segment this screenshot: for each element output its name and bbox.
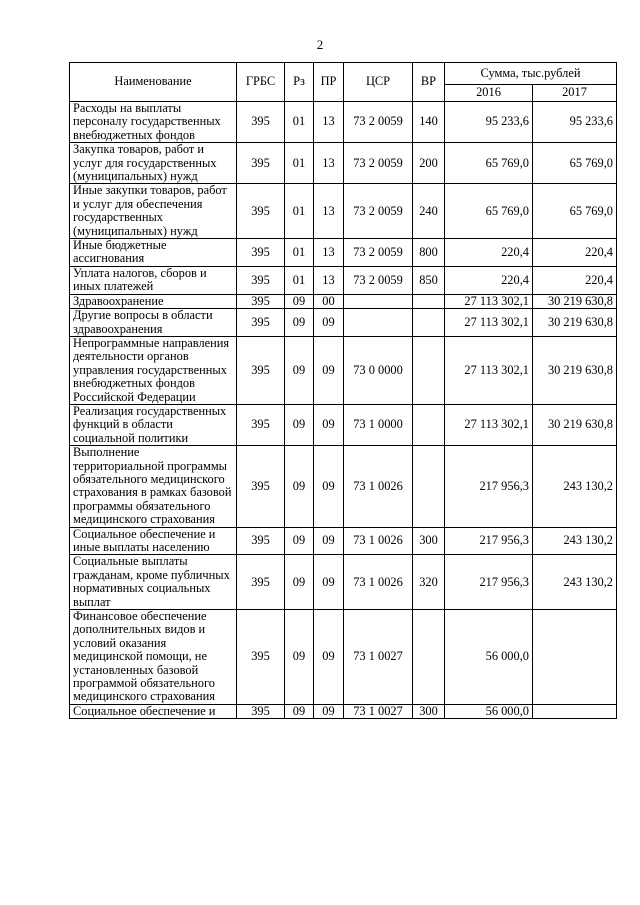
budget-table [69, 62, 617, 719]
table-row [70, 294, 617, 308]
cell-y2017: 30 219 630,8 [533, 309, 617, 337]
cell-rz: 09 [285, 527, 314, 555]
cell-grbs: 395 [237, 309, 285, 337]
table-row [70, 527, 617, 555]
cell-name: Закупка товаров, работ и услуг для государственных (муниципальных) нужд [70, 143, 237, 184]
cell-name: Социальные выплаты гражданам, кроме публичных нормативных социальных выплат [70, 555, 237, 610]
cell-name: Здравоохранение [70, 294, 237, 308]
cell-csr [344, 294, 413, 308]
table-row [70, 184, 617, 239]
table-row [70, 555, 617, 610]
cell-rz: 09 [285, 610, 314, 705]
header-rz: Рз [285, 63, 314, 102]
cell-y2017: 243 130,2 [533, 555, 617, 610]
cell-y2016: 27 113 302,1 [445, 404, 533, 445]
cell-y2017: 65 769,0 [533, 143, 617, 184]
cell-vr: 800 [413, 239, 445, 267]
header-pr: ПР [314, 63, 344, 102]
cell-grbs: 395 [237, 102, 285, 143]
header-name: Наименование [70, 63, 237, 102]
cell-rz: 01 [285, 266, 314, 294]
header-year-2016: 2016 [445, 85, 533, 102]
table-row [70, 336, 617, 404]
cell-rz: 01 [285, 102, 314, 143]
cell-csr: 73 0 0000 [344, 336, 413, 404]
cell-y2017: 30 219 630,8 [533, 294, 617, 308]
cell-grbs: 395 [237, 239, 285, 267]
cell-y2016: 65 769,0 [445, 184, 533, 239]
header-year-2017: 2017 [533, 85, 617, 102]
cell-csr: 73 1 0027 [344, 610, 413, 705]
cell-y2016: 220,4 [445, 266, 533, 294]
cell-name: Другие вопросы в области здравоохранения [70, 309, 237, 337]
cell-vr [413, 336, 445, 404]
cell-rz: 01 [285, 184, 314, 239]
cell-rz: 09 [285, 294, 314, 308]
cell-y2016: 56 000,0 [445, 610, 533, 705]
cell-y2016: 217 956,3 [445, 446, 533, 527]
cell-csr: 73 2 0059 [344, 102, 413, 143]
cell-pr: 09 [314, 527, 344, 555]
cell-name: Непрограммные направления деятельности органов управления государственных внебюджетных фондов Российской Федерации [70, 336, 237, 404]
cell-name: Уплата налогов, сборов и иных платежей [70, 266, 237, 294]
cell-grbs: 395 [237, 446, 285, 527]
cell-y2016: 217 956,3 [445, 527, 533, 555]
cell-rz: 09 [285, 309, 314, 337]
cell-vr [413, 446, 445, 527]
cell-csr: 73 2 0059 [344, 266, 413, 294]
cell-y2017: 95 233,6 [533, 102, 617, 143]
cell-pr: 09 [314, 404, 344, 445]
cell-pr: 13 [314, 143, 344, 184]
cell-grbs: 395 [237, 404, 285, 445]
cell-grbs: 395 [237, 704, 285, 718]
cell-grbs: 395 [237, 294, 285, 308]
table-row [70, 446, 617, 527]
cell-y2016: 27 113 302,1 [445, 336, 533, 404]
cell-vr [413, 404, 445, 445]
page-number: 2 [316, 37, 324, 52]
cell-grbs: 395 [237, 527, 285, 555]
cell-csr: 73 2 0059 [344, 184, 413, 239]
cell-y2017: 243 130,2 [533, 527, 617, 555]
cell-rz: 09 [285, 704, 314, 718]
cell-y2016: 217 956,3 [445, 555, 533, 610]
table-row [70, 704, 617, 718]
cell-rz: 09 [285, 446, 314, 527]
cell-vr: 850 [413, 266, 445, 294]
header-sum: Сумма, тыс.рублей [445, 63, 617, 85]
cell-pr: 09 [314, 610, 344, 705]
header-grbs: ГРБС [237, 63, 285, 102]
cell-vr: 300 [413, 704, 445, 718]
cell-pr: 09 [314, 309, 344, 337]
cell-y2017: 220,4 [533, 239, 617, 267]
cell-vr [413, 294, 445, 308]
cell-y2016: 65 769,0 [445, 143, 533, 184]
table-row [70, 309, 617, 337]
cell-csr: 73 1 0026 [344, 527, 413, 555]
cell-grbs: 395 [237, 184, 285, 239]
cell-name: Иные закупки товаров, работ и услуг для обеспечения государственных (муниципальных) нужд [70, 184, 237, 239]
cell-name: Финансовое обеспечение дополнительных видов и условий оказания медицинской помощи, не установленных базовой программой обязательного медицинского страхования [70, 610, 237, 705]
cell-rz: 09 [285, 555, 314, 610]
cell-vr: 140 [413, 102, 445, 143]
cell-pr: 09 [314, 446, 344, 527]
cell-grbs: 395 [237, 266, 285, 294]
cell-csr: 73 1 0000 [344, 404, 413, 445]
cell-y2016: 56 000,0 [445, 704, 533, 718]
cell-name: Иные бюджетные ассигнования [70, 239, 237, 267]
cell-csr: 73 2 0059 [344, 239, 413, 267]
cell-pr: 13 [314, 102, 344, 143]
cell-pr: 13 [314, 239, 344, 267]
cell-y2017: 243 130,2 [533, 446, 617, 527]
cell-y2016: 27 113 302,1 [445, 294, 533, 308]
cell-y2017: 65 769,0 [533, 184, 617, 239]
table-row [70, 239, 617, 267]
table-header-row [70, 63, 617, 85]
cell-y2016: 95 233,6 [445, 102, 533, 143]
cell-vr: 300 [413, 527, 445, 555]
cell-name: Социальное обеспечение и иные выплаты населению [70, 527, 237, 555]
header-csr: ЦСР [344, 63, 413, 102]
cell-name: Выполнение территориальной программы обязательного медицинского страхования в рамках базовой программы обязательного медицинского страхования [70, 446, 237, 527]
cell-csr [344, 309, 413, 337]
cell-csr: 73 1 0027 [344, 704, 413, 718]
cell-pr: 09 [314, 704, 344, 718]
cell-rz: 01 [285, 239, 314, 267]
cell-name: Социальное обеспечение и [70, 704, 237, 718]
cell-grbs: 395 [237, 610, 285, 705]
cell-rz: 09 [285, 336, 314, 404]
cell-y2017: 30 219 630,8 [533, 404, 617, 445]
cell-name: Расходы на выплаты персоналу государственных внебюджетных фондов [70, 102, 237, 143]
cell-csr: 73 1 0026 [344, 446, 413, 527]
table-row [70, 610, 617, 705]
header-vr: ВР [413, 63, 445, 102]
cell-rz: 01 [285, 143, 314, 184]
cell-pr: 13 [314, 184, 344, 239]
table-row [70, 143, 617, 184]
cell-grbs: 395 [237, 555, 285, 610]
cell-csr: 73 1 0026 [344, 555, 413, 610]
cell-vr [413, 309, 445, 337]
cell-vr [413, 610, 445, 705]
cell-y2016: 220,4 [445, 239, 533, 267]
cell-y2016: 27 113 302,1 [445, 309, 533, 337]
cell-grbs: 395 [237, 336, 285, 404]
cell-y2017 [533, 610, 617, 705]
cell-grbs: 395 [237, 143, 285, 184]
cell-vr: 320 [413, 555, 445, 610]
table-row [70, 266, 617, 294]
cell-y2017: 220,4 [533, 266, 617, 294]
cell-csr: 73 2 0059 [344, 143, 413, 184]
cell-pr: 13 [314, 266, 344, 294]
table-body [70, 102, 617, 719]
table-row [70, 404, 617, 445]
cell-y2017 [533, 704, 617, 718]
cell-pr: 09 [314, 555, 344, 610]
cell-vr: 200 [413, 143, 445, 184]
cell-name: Реализация государственных функций в области социальной политики [70, 404, 237, 445]
cell-pr: 00 [314, 294, 344, 308]
cell-y2017: 30 219 630,8 [533, 336, 617, 404]
cell-pr: 09 [314, 336, 344, 404]
cell-rz: 09 [285, 404, 314, 445]
table-row [70, 102, 617, 143]
cell-vr: 240 [413, 184, 445, 239]
